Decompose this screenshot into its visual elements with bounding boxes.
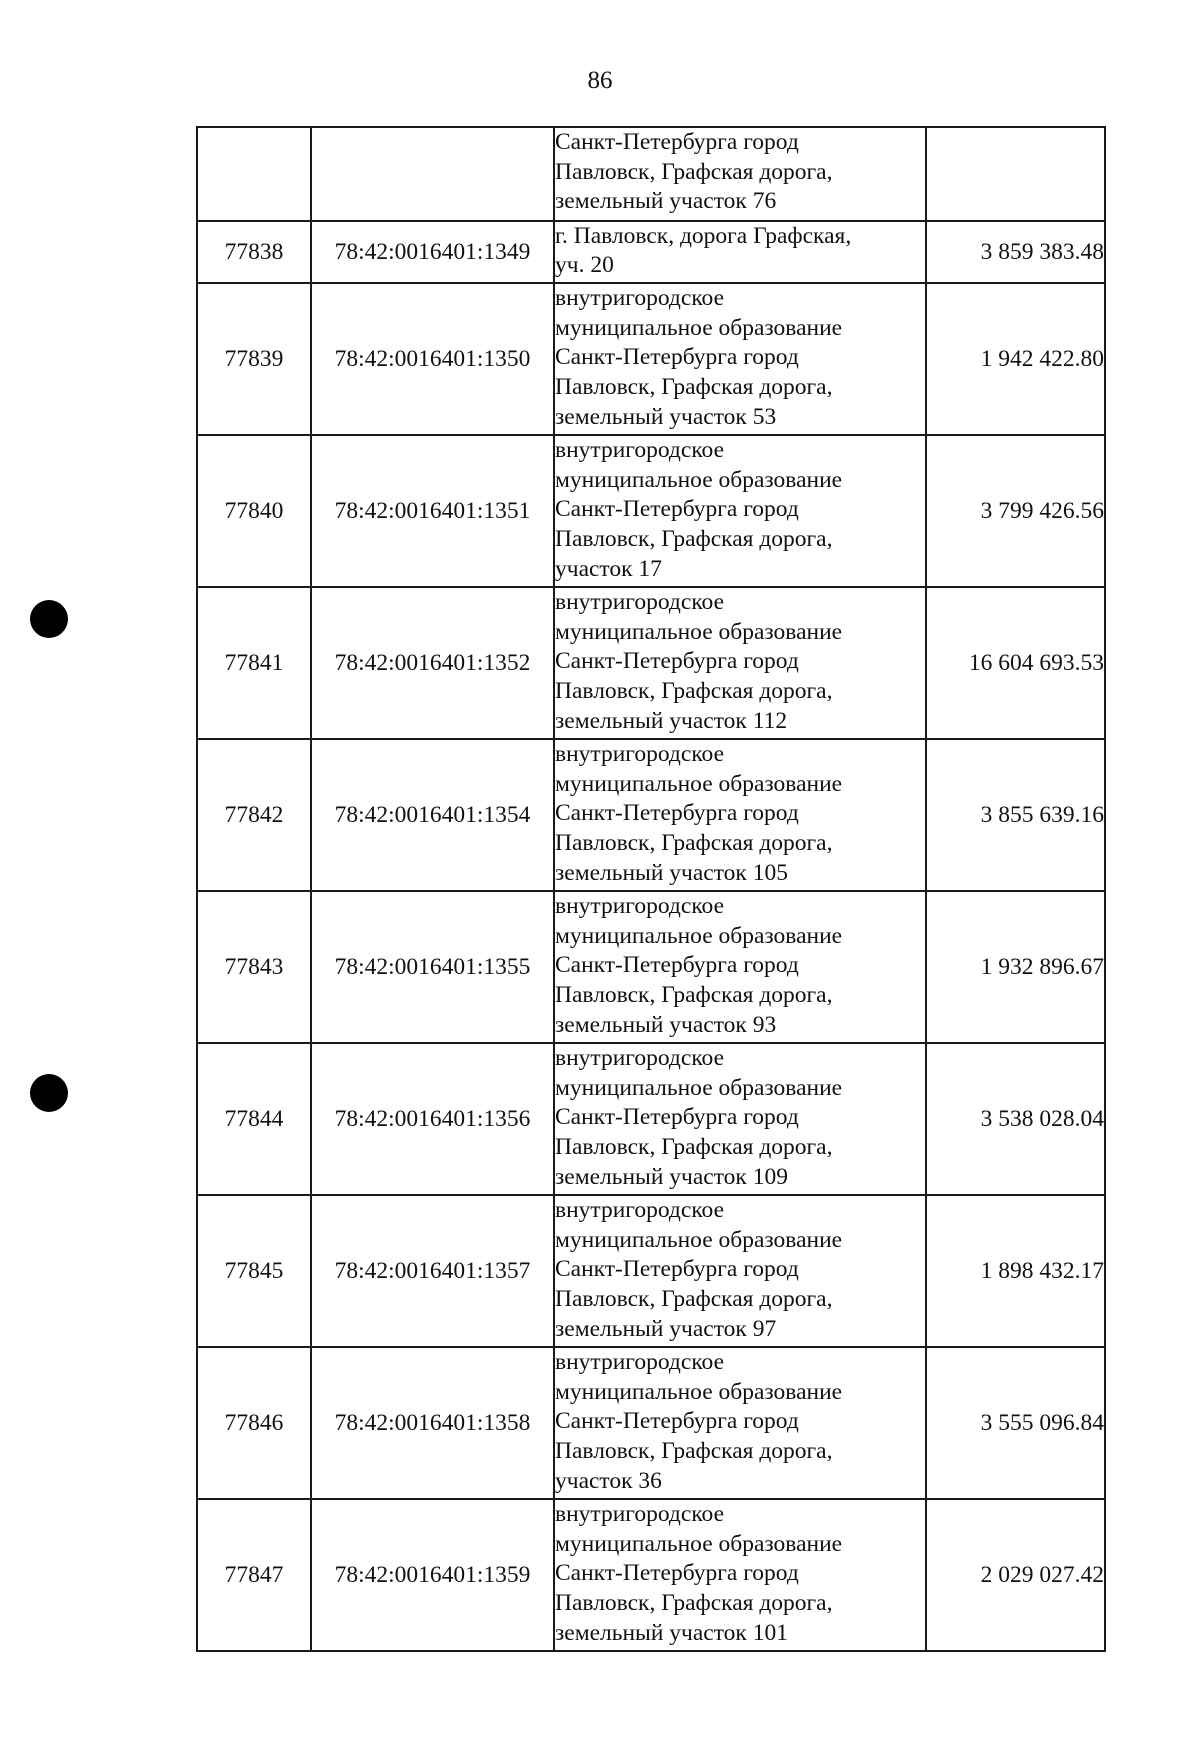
address-line: Павловск, Графская дорога, bbox=[555, 678, 833, 705]
address-line: муниципальное образование bbox=[555, 770, 843, 797]
record-number-cell: 77843 bbox=[197, 891, 311, 1043]
address-line: Санкт-Петербурга город bbox=[555, 1256, 799, 1283]
address-line: внутригородское bbox=[555, 1197, 725, 1223]
address-line: земельный участок 76 bbox=[555, 188, 777, 215]
address-line: муниципальное образование bbox=[555, 314, 843, 341]
address-cell bbox=[554, 435, 926, 587]
cadastral-value-cell: 3 538 028.04 bbox=[926, 1043, 1105, 1195]
table-row bbox=[197, 587, 1105, 739]
cadastral-value-cell: 1 898 432.17 bbox=[926, 1195, 1105, 1347]
address-line: внутригородское bbox=[555, 1501, 725, 1527]
address-line: внутригородское bbox=[555, 893, 725, 919]
address-cell bbox=[554, 1499, 926, 1651]
table-row bbox=[197, 739, 1105, 891]
record-number-cell: 77846 bbox=[197, 1347, 311, 1499]
address-line: Санкт-Петербурга город bbox=[555, 496, 799, 523]
address-line: г. Павловск, дорога Графская, bbox=[555, 223, 852, 249]
address-line: внутригородское bbox=[555, 589, 725, 615]
cadastral-value-cell: 3 859 383.48 bbox=[926, 221, 1105, 283]
address-cell bbox=[554, 1347, 926, 1499]
address-line: Санкт-Петербурга город bbox=[555, 1104, 799, 1131]
record-number-cell: 77841 bbox=[197, 587, 311, 739]
address-line: муниципальное образование bbox=[555, 1530, 843, 1557]
address-line: Санкт-Петербурга город bbox=[555, 1560, 799, 1587]
table-row bbox=[197, 1347, 1105, 1499]
cadastral-value-cell: 16 604 693.53 bbox=[926, 587, 1105, 739]
address-cell bbox=[554, 1043, 926, 1195]
address-line: Санкт-Петербурга город bbox=[555, 129, 799, 155]
cadastral-value-cell: 2 029 027.42 bbox=[926, 1499, 1105, 1651]
table-row bbox=[197, 221, 1105, 283]
record-number-cell bbox=[197, 127, 311, 221]
cadastral-number-cell: 78:42:0016401:1354 bbox=[311, 739, 554, 891]
cadastral-number-cell: 78:42:0016401:1350 bbox=[311, 283, 554, 435]
address-line: Санкт-Петербурга город bbox=[555, 648, 799, 675]
address-line: участок 36 bbox=[555, 1467, 662, 1494]
address-line: муниципальное образование bbox=[555, 1226, 843, 1253]
address-line: земельный участок 109 bbox=[555, 1163, 788, 1190]
address-line: муниципальное образование bbox=[555, 1378, 843, 1405]
address-line: Павловск, Графская дорога, bbox=[555, 526, 833, 553]
address-line: земельный участок 53 bbox=[555, 403, 777, 430]
table-row bbox=[197, 1499, 1105, 1651]
address-line: Павловск, Графская дорога, bbox=[555, 1134, 833, 1161]
record-number-cell: 77845 bbox=[197, 1195, 311, 1347]
cadastral-number-cell: 78:42:0016401:1358 bbox=[311, 1347, 554, 1499]
address-cell bbox=[554, 1195, 926, 1347]
address-line: Санкт-Петербурга город bbox=[555, 952, 799, 979]
cadastral-value-cell: 3 555 096.84 bbox=[926, 1347, 1105, 1499]
table-body bbox=[197, 127, 1105, 1651]
address-line: внутригородское bbox=[555, 437, 725, 463]
address-line: Павловск, Графская дорога, bbox=[555, 1286, 833, 1313]
address-line: Павловск, Графская дорога, bbox=[555, 374, 833, 401]
address-line: Санкт-Петербурга город bbox=[555, 344, 799, 371]
address-line: Санкт-Петербурга город bbox=[555, 800, 799, 827]
cadastral-value-cell: 3 799 426.56 bbox=[926, 435, 1105, 587]
address-line: Павловск, Графская дорога, bbox=[555, 982, 833, 1009]
address-line: внутригородское bbox=[555, 1349, 725, 1375]
address-line: муниципальное образование bbox=[555, 618, 843, 645]
table-row bbox=[197, 1043, 1105, 1195]
record-number-cell: 77838 bbox=[197, 221, 311, 283]
address-line: Павловск, Графская дорога, bbox=[555, 158, 833, 185]
cadastral-value-cell: 1 932 896.67 bbox=[926, 891, 1105, 1043]
address-cell bbox=[554, 283, 926, 435]
address-line: земельный участок 101 bbox=[555, 1619, 788, 1646]
cadastral-number-cell: 78:42:0016401:1359 bbox=[311, 1499, 554, 1651]
address-line: Павловск, Графская дорога, bbox=[555, 830, 833, 857]
cadastral-number-cell: 78:42:0016401:1352 bbox=[311, 587, 554, 739]
record-number-cell: 77840 bbox=[197, 435, 311, 587]
cadastral-number-cell bbox=[311, 127, 554, 221]
address-line: земельный участок 93 bbox=[555, 1011, 777, 1038]
table-row bbox=[197, 1195, 1105, 1347]
record-number-cell: 77839 bbox=[197, 283, 311, 435]
table-row bbox=[197, 435, 1105, 587]
address-cell bbox=[554, 127, 926, 221]
cadastral-number-cell: 78:42:0016401:1356 bbox=[311, 1043, 554, 1195]
address-line: Павловск, Графская дорога, bbox=[555, 1590, 833, 1617]
address-line: Санкт-Петербурга город bbox=[555, 1408, 799, 1435]
cadastral-number-cell: 78:42:0016401:1351 bbox=[311, 435, 554, 587]
address-line: муниципальное образование bbox=[555, 1074, 843, 1101]
land-plot-table bbox=[196, 126, 1106, 1652]
address-cell bbox=[554, 587, 926, 739]
table-row bbox=[197, 891, 1105, 1043]
address-line: уч. 20 bbox=[555, 252, 614, 278]
cadastral-value-cell: 3 855 639.16 bbox=[926, 739, 1105, 891]
record-number-cell: 77844 bbox=[197, 1043, 311, 1195]
address-line: муниципальное образование bbox=[555, 466, 843, 493]
cadastral-number-cell: 78:42:0016401:1357 bbox=[311, 1195, 554, 1347]
punch-hole-mark bbox=[30, 1074, 68, 1112]
table-row bbox=[197, 283, 1105, 435]
cadastral-number-cell: 78:42:0016401:1355 bbox=[311, 891, 554, 1043]
address-line: внутригородское bbox=[555, 285, 725, 311]
cadastral-value-cell bbox=[926, 127, 1105, 221]
table-row bbox=[197, 127, 1105, 221]
record-number-cell: 77847 bbox=[197, 1499, 311, 1651]
record-number-cell: 77842 bbox=[197, 739, 311, 891]
address-line: муниципальное образование bbox=[555, 922, 843, 949]
cadastral-number-cell: 78:42:0016401:1349 bbox=[311, 221, 554, 283]
address-line: внутригородское bbox=[555, 1045, 725, 1071]
cadastral-value-cell: 1 942 422.80 bbox=[926, 283, 1105, 435]
punch-hole-mark bbox=[30, 600, 68, 638]
address-line: Павловск, Графская дорога, bbox=[555, 1438, 833, 1465]
address-cell bbox=[554, 221, 926, 283]
address-line: внутригородское bbox=[555, 741, 725, 767]
page-number: 86 bbox=[587, 67, 613, 94]
address-line: земельный участок 112 bbox=[555, 707, 788, 734]
address-line: участок 17 bbox=[555, 555, 662, 582]
address-line: земельный участок 97 bbox=[555, 1315, 777, 1342]
address-line: земельный участок 105 bbox=[555, 859, 788, 886]
address-cell bbox=[554, 891, 926, 1043]
address-cell bbox=[554, 739, 926, 891]
